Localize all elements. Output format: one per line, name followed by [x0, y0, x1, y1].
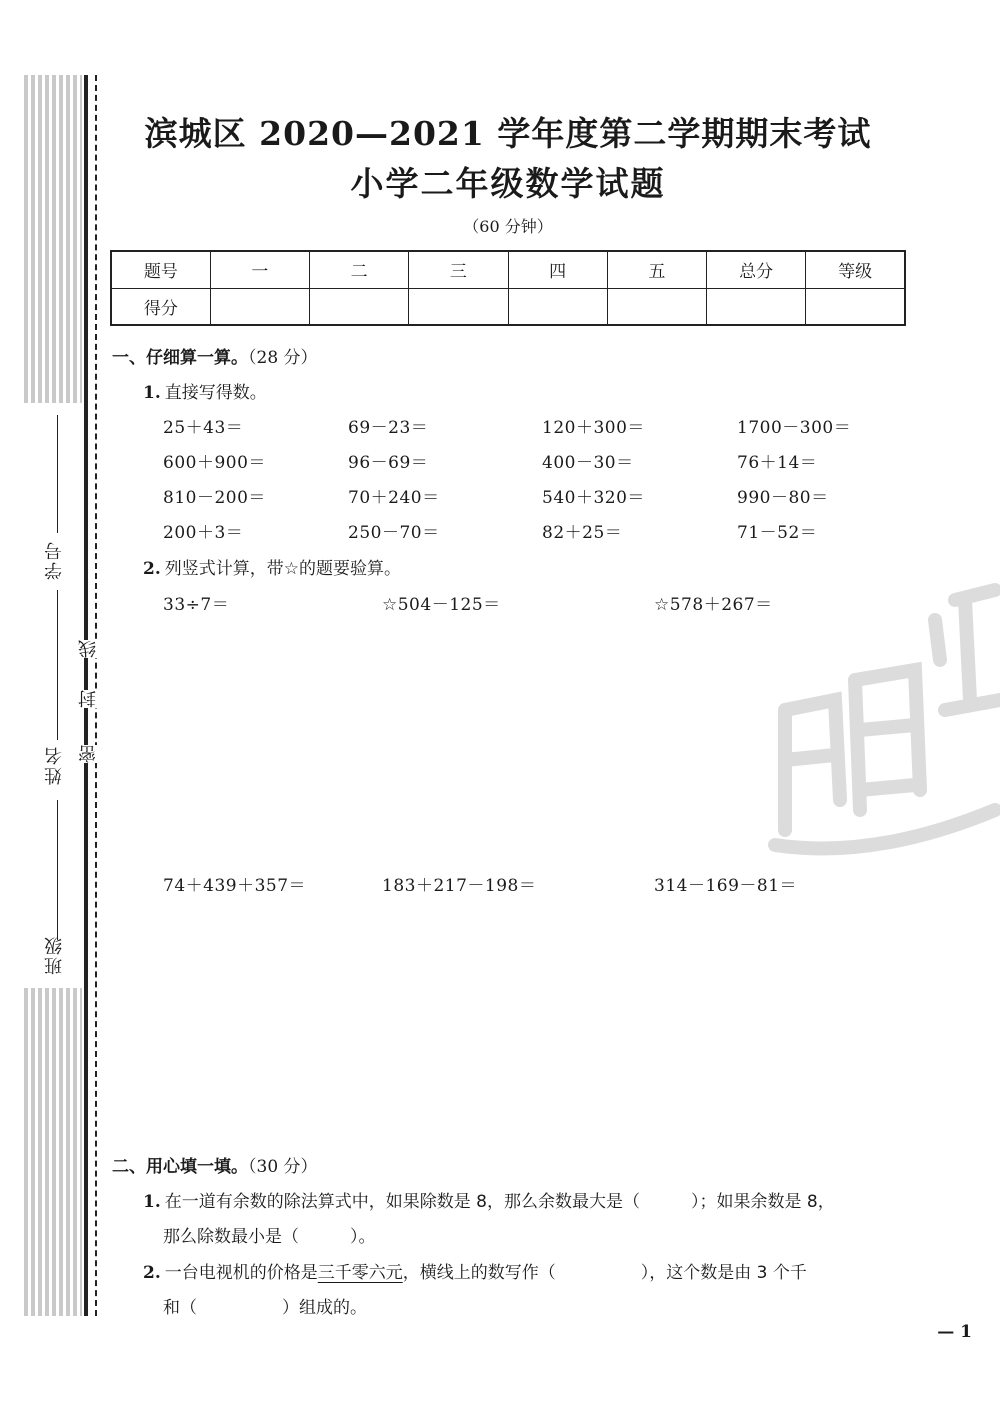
score-header-row — [111, 251, 905, 288]
seal-seal-char: 封 — [76, 690, 102, 708]
exam-subtitle: 小学二年级数学试题 — [350, 164, 666, 203]
calc-item: 810－200＝ — [163, 488, 266, 508]
question-1-2 — [143, 554, 401, 579]
seal-secret-char: 密 — [76, 745, 102, 763]
calc-item: 70＋240＝ — [348, 488, 440, 508]
question-text-post: ，横线上的数写作（ ），这个数是由 3 个千 — [402, 1263, 807, 1283]
section-1-title: 一、仔细算一算。 — [112, 348, 248, 368]
calc-item: 200＋3＝ — [163, 523, 244, 543]
question-number: 2. — [143, 1263, 161, 1283]
header-cell: 题号 — [111, 251, 210, 288]
vertical-calc-item: 314－169－81＝ — [654, 876, 798, 896]
vertical-calc-item: 33÷7＝ — [163, 595, 230, 615]
section-2-points: （30 分） — [248, 1157, 318, 1177]
student-no-blank[interactable] — [57, 415, 58, 533]
score-cell[interactable] — [508, 288, 607, 325]
name-label: 姓名 — [44, 745, 65, 785]
binding-stripes-bottom — [24, 988, 82, 1316]
question-text-pre: 一台电视机的价格是 — [164, 1263, 318, 1283]
student-no-label: 学号 — [44, 540, 65, 580]
question-2-2-continued: 和（ ）组成的。 — [163, 1298, 367, 1318]
section-2-title: 二、用心填一填。 — [112, 1157, 248, 1177]
score-table — [110, 250, 906, 326]
score-cell[interactable] — [210, 288, 309, 325]
calc-item: 1700－300＝ — [737, 418, 852, 438]
watermark-logo — [755, 560, 1000, 860]
question-2-1 — [143, 1187, 835, 1212]
question-number: 2. — [143, 559, 161, 579]
vertical-calc-item: ☆578＋267＝ — [654, 595, 773, 615]
score-cell[interactable] — [607, 288, 706, 325]
calc-item: 540＋320＝ — [542, 488, 645, 508]
question-text: 在一道有余数的除法算式中，如果除数是 8，那么余数最大是（ ）；如果余数是 8， — [164, 1192, 835, 1212]
question-text: 列竖式计算，带☆的题要验算。 — [164, 559, 401, 579]
calc-item: 69－23＝ — [348, 418, 429, 438]
seal-line-char: 线 — [76, 640, 102, 658]
score-cell[interactable] — [310, 288, 409, 325]
section-1-heading — [112, 343, 318, 368]
header-cell: 等级 — [806, 251, 905, 288]
question-number: 1. — [143, 383, 161, 403]
class-label: 班级 — [44, 935, 65, 975]
underlined-number-words: 三千零六元 — [317, 1263, 403, 1283]
calc-item: 120＋300＝ — [542, 418, 645, 438]
score-cell[interactable] — [707, 288, 806, 325]
header-cell: 总分 — [707, 251, 806, 288]
header-cell: 一 — [210, 251, 309, 288]
calc-item: 71－52＝ — [737, 523, 818, 543]
question-2-1-continued: 那么除数最小是（ ）。 — [163, 1227, 376, 1247]
calc-item: 990－80＝ — [737, 488, 829, 508]
section-2-heading — [112, 1152, 318, 1177]
page-number: — 1 — [937, 1322, 972, 1342]
calc-item: 25＋43＝ — [163, 418, 244, 438]
calc-item: 250－70＝ — [348, 523, 440, 543]
calc-item: 96－69＝ — [348, 453, 429, 473]
header-cell: 五 — [607, 251, 706, 288]
exam-duration: （60 分钟） — [463, 217, 553, 236]
calc-item: 600＋900＝ — [163, 453, 266, 473]
exam-title: 滨城区 2020—2021 学年度第二学期期末考试 — [144, 114, 872, 153]
calc-item: 82＋25＝ — [542, 523, 623, 543]
question-2-2 — [143, 1258, 807, 1283]
score-row-label: 得分 — [111, 288, 210, 325]
header-cell: 四 — [508, 251, 607, 288]
vertical-calc-item: 74＋439＋357＝ — [163, 876, 307, 896]
header-cell: 三 — [409, 251, 508, 288]
section-1-points: （28 分） — [248, 348, 318, 368]
header-cell: 二 — [310, 251, 409, 288]
name-blank[interactable] — [57, 800, 58, 940]
score-cell[interactable] — [409, 288, 508, 325]
vertical-calc-item: 183＋217－198＝ — [382, 876, 537, 896]
question-1-1 — [143, 378, 267, 403]
score-row — [111, 288, 905, 325]
student-no-blank-2[interactable] — [57, 590, 58, 740]
calc-item: 76＋14＝ — [737, 453, 818, 473]
question-number: 1. — [143, 1192, 161, 1212]
score-cell[interactable] — [806, 288, 905, 325]
vertical-calc-item: ☆504－125＝ — [382, 595, 501, 615]
question-text: 直接写得数。 — [164, 383, 267, 403]
calc-item: 400－30＝ — [542, 453, 634, 473]
